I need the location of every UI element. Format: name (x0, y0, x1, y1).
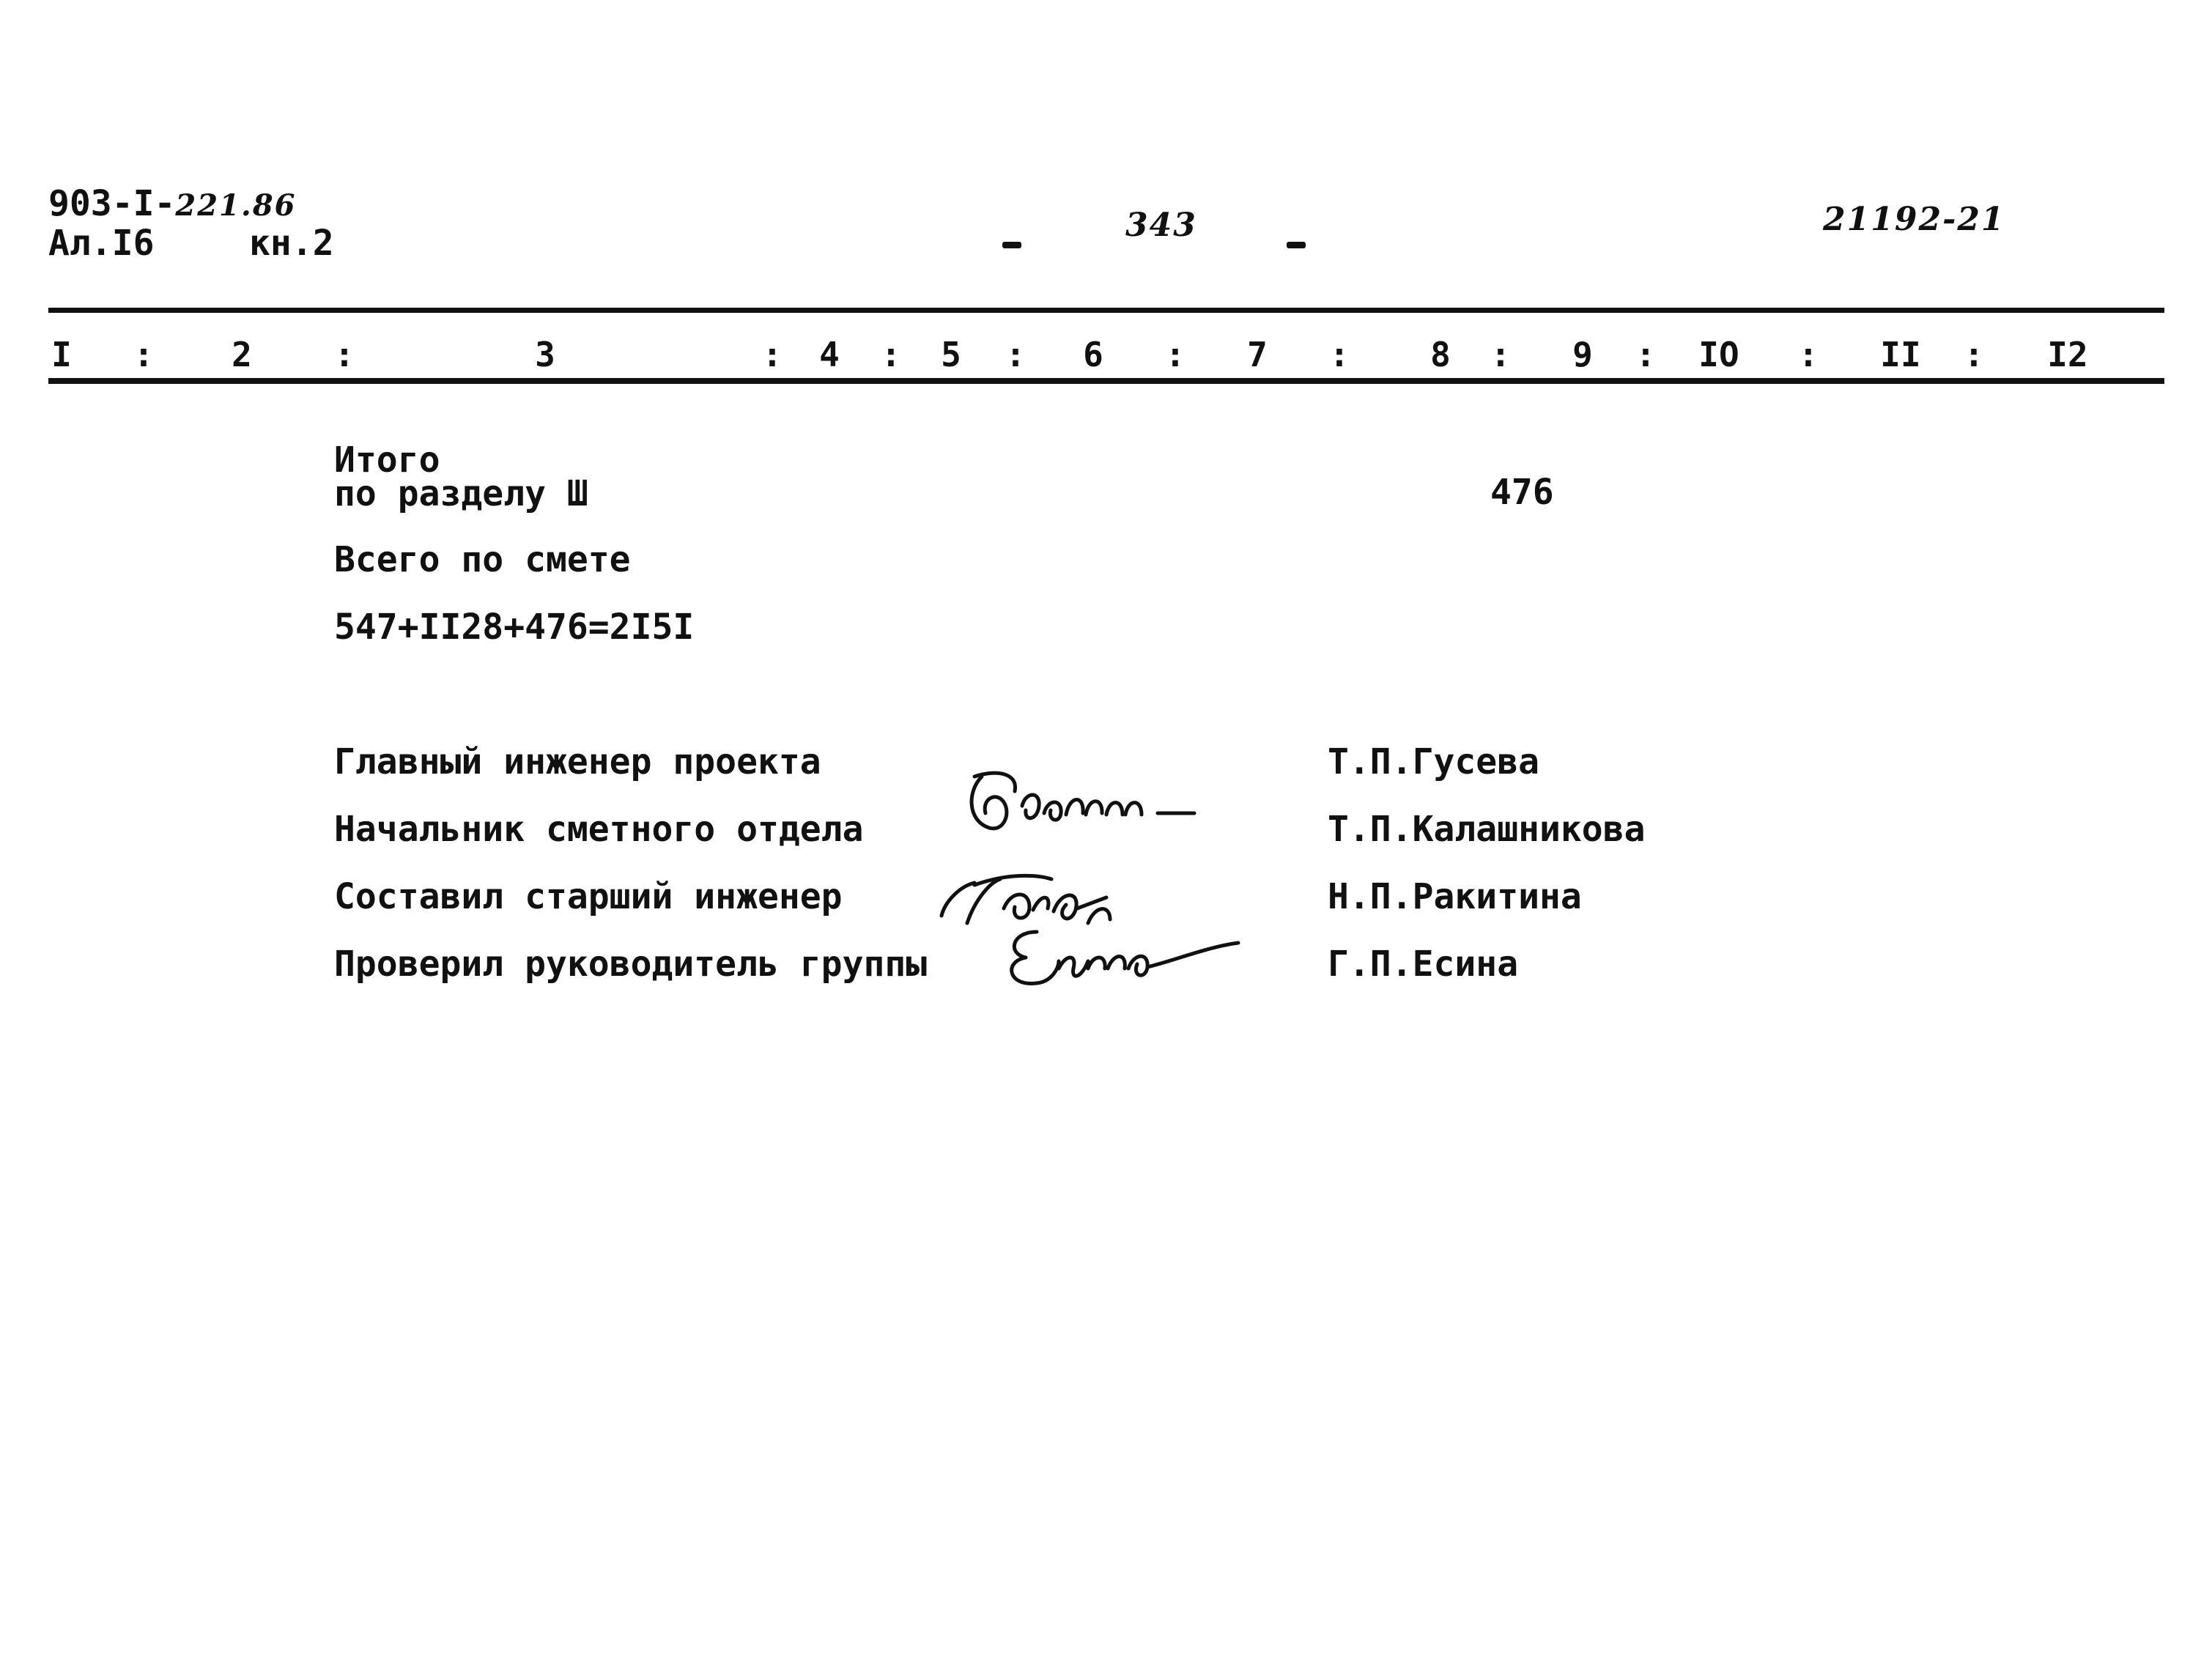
archive-number: 21192-21 (1823, 201, 2005, 238)
handwritten-signature-group-leader (996, 917, 1260, 998)
project-code-print: 903-I- (48, 183, 176, 224)
signature-role: Проверил руководитель группы (334, 944, 928, 985)
page-number-dash-left (1002, 242, 1021, 248)
subtotal-label-line2: по разделу Ш (334, 473, 588, 514)
signature-role: Главный инженер проекта (334, 741, 821, 782)
column-separator: : (1490, 335, 1511, 374)
column-separator: : (133, 335, 154, 374)
signature-name: Т.П.Калашникова (1328, 809, 1646, 850)
bottom-rule (48, 378, 2164, 384)
column-separator: : (1635, 335, 1656, 374)
column-number: II (1880, 335, 1921, 374)
signature-name: Н.П.Ракитина (1328, 876, 1582, 917)
signature-name: Т.П.Гусева (1328, 741, 1539, 782)
subtotal-label-line1: Итого (334, 440, 440, 481)
project-code (48, 185, 296, 223)
grand-total-formula: 547+II28+476=2I5I (334, 607, 695, 648)
column-number: 8 (1430, 335, 1451, 374)
column-number: 4 (819, 335, 840, 374)
project-code-handwritten: 221.86 (175, 188, 297, 223)
column-number: 9 (1572, 335, 1593, 374)
handwritten-signature-head-of-estimates (953, 762, 1216, 850)
top-rule (48, 308, 2164, 313)
page-number: 343 (1125, 207, 1197, 244)
column-number: 7 (1247, 335, 1268, 374)
column-separator: : (1964, 335, 1984, 374)
column-number: I2 (2047, 335, 2088, 374)
book-label: кн.2 (249, 223, 334, 264)
column-number: IO (1698, 335, 1739, 374)
subtotal-value: 476 (1490, 472, 1554, 513)
column-separator: : (1005, 335, 1026, 374)
signature-role: Начальник сметного отдела (334, 809, 864, 850)
signature-name: Г.П.Есина (1328, 944, 1519, 985)
column-number: 2 (232, 335, 252, 374)
grand-total-label: Всего по смете (334, 539, 631, 580)
column-number: I (51, 335, 72, 374)
column-number: 6 (1083, 335, 1103, 374)
page-number-dash-right (1287, 242, 1306, 248)
column-number: 3 (535, 335, 555, 374)
column-separator: : (1798, 335, 1819, 374)
column-separator: : (1165, 335, 1185, 374)
column-separator: : (1329, 335, 1350, 374)
column-separator: : (881, 335, 901, 374)
column-separator: : (334, 335, 355, 374)
signature-role: Составил старший инженер (334, 876, 843, 917)
column-separator: : (762, 335, 783, 374)
album-label: Ал.I6 (48, 223, 155, 264)
column-number: 5 (941, 335, 961, 374)
